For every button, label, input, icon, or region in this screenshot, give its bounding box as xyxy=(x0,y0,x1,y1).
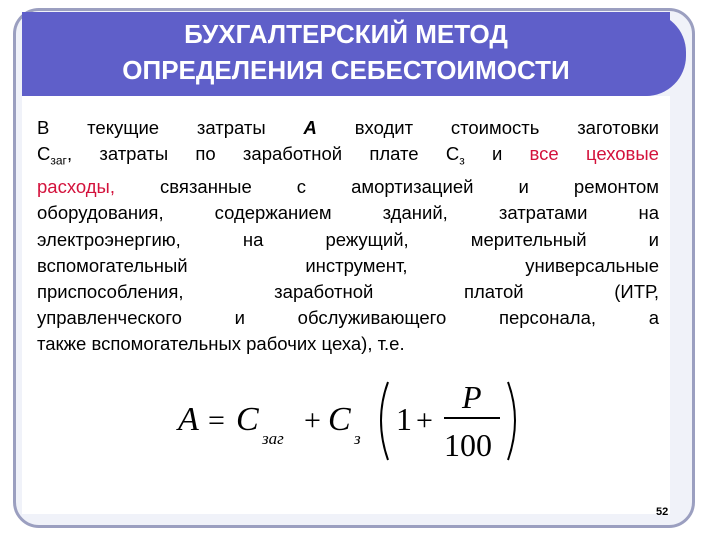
body-line-9: также вспомогательных рабочих цеха), т.е. xyxy=(37,333,405,355)
highlight-text: расходы, xyxy=(37,176,115,198)
body-line-5: электроэнергию, на режущий, мерительный и xyxy=(37,228,659,250)
formula-numerator: P xyxy=(462,379,482,415)
text-run: входит стоимость заготовки xyxy=(316,117,659,138)
subscript: з xyxy=(459,153,465,168)
body-paragraph xyxy=(37,115,659,358)
text-run: В текущие затраты xyxy=(37,117,304,138)
slide-title xyxy=(22,16,670,94)
body-line-4: оборудования, содержанием зданий, затратами на xyxy=(37,202,659,224)
formula-one: 1 xyxy=(396,401,412,437)
body-line-2 xyxy=(37,141,659,174)
body-line-3 xyxy=(37,174,659,200)
body-line-7: приспособления, заработной платой (ИТР, xyxy=(37,280,659,302)
formula-c1-sub: заг xyxy=(262,429,284,448)
formula-denominator: 100 xyxy=(444,427,492,463)
formula-eq: = xyxy=(208,404,225,437)
left-paren xyxy=(381,382,388,460)
highlight-text: все цеховые xyxy=(529,143,659,165)
text-run: и xyxy=(464,143,530,165)
title-line-2: ОПРЕДЕЛЕНИЯ СЕБЕСТОИМОСТИ xyxy=(122,55,570,85)
body-line-1 xyxy=(37,115,659,141)
text-run: связанные с амортизацией и ремонтом xyxy=(114,176,659,198)
formula-plus2: + xyxy=(416,404,433,437)
formula-c1: C xyxy=(236,401,259,438)
page-number: 52 xyxy=(656,506,669,518)
formula-c2: C xyxy=(328,401,351,438)
text-run: С xyxy=(37,143,51,165)
body-line-6: вспомогательный инструмент, универсальные xyxy=(37,254,659,276)
variable-a: А xyxy=(303,117,317,138)
cost-formula xyxy=(170,372,530,468)
body-line-8: управленческого и обслуживающего персонала, а xyxy=(37,307,659,329)
subscript: заг xyxy=(50,153,67,168)
formula-c2-sub: з xyxy=(354,429,361,448)
formula-lhs: A xyxy=(178,401,199,438)
text-run: , затраты по заработной плате С xyxy=(66,143,460,165)
title-line-1: БУХГАЛТЕРСКИЙ МЕТОД xyxy=(184,19,508,49)
formula-plus1: + xyxy=(304,404,321,437)
right-paren xyxy=(508,382,515,460)
